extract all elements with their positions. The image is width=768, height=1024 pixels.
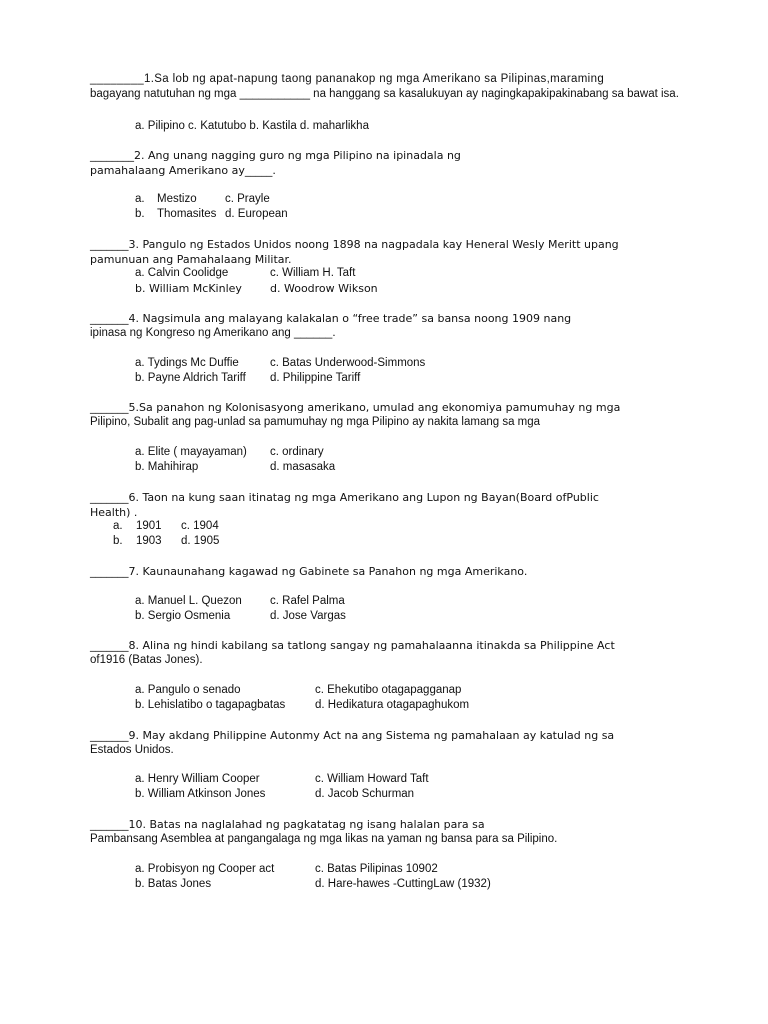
option-a: a. Pangulo o senado [135,684,241,696]
option-a: a. Henry William Cooper [135,773,260,785]
question-4-line-2: ipinasa ng Kongreso ng Amerikano ang ______. [90,327,336,339]
question-7 [90,564,690,579]
option-d: d. European [225,208,288,220]
option-b: b. Payne Aldrich Tariff [135,372,246,384]
option-b: b. Lehislatibo o tagapagbatas [135,699,286,711]
question-7-line-1: _______7. Kaunaunahang kagawad ng Gabinete sa Panahon ng mga Amerikano. [90,565,528,578]
option-a: a. Probisyon ng Cooper act [135,863,275,875]
option-b: b. Sergio Osmenia [135,610,231,622]
option-row [135,445,335,460]
question-4 [90,311,690,341]
option-row [135,460,335,475]
option-row [135,698,469,713]
option-row [113,534,219,549]
option-row [135,594,346,609]
question-1-options [135,119,369,134]
question-5 [90,400,690,430]
option-row [135,266,378,281]
question-9-line-2: Estados Unidos. [90,744,174,756]
question-9-options [135,772,429,802]
question-8-line-2: of1916 (Batas Jones). [90,654,203,666]
option-a: a. Elite ( mayayaman) [135,446,247,458]
question-2-line-2: pamahalaang Amerikano ay_____. [90,164,276,177]
option-row [135,772,429,787]
option-row [135,356,425,371]
option-c: c. Prayle [225,193,270,205]
option-d: d. Hedikatura otagapaghukom [315,699,470,711]
option-letter: a. [135,193,145,205]
option-b: b. William Atkinson Jones [135,788,266,800]
question-3-line-1: _______3. Pangulo ng Estados Unidos noong 1898 na nagpadala kay Heneral Wesly Meritt upang [90,238,619,251]
option-d: d. Jacob Schurman [315,788,415,800]
option-d: d. masasaka [270,461,336,473]
option-row [135,787,429,802]
question-10 [90,817,690,847]
option-b: b. William McKinley [135,282,242,295]
question-8-line-1: _______8. Alina ng hindi kabilang sa tatlong sangay ng pamahalaanna itinakda sa Philippine Act [90,639,615,652]
option-b: 1903 [136,535,162,547]
option-d: d. 1905 [181,535,220,547]
question-1-line-1: ________1.Sa lob ng apat-napung taong pananakop ng mga Amerikano sa Pilipinas,maraming [90,73,605,85]
option-row [135,683,469,698]
option-c: c. Batas Underwood-Simmons [270,357,426,369]
option-c: c. William H. Taft [270,267,356,279]
option-a: 1901 [136,520,162,532]
option-b: b. Batas Jones [135,878,212,890]
option-c: c. 1904 [181,520,219,532]
option-row [135,609,346,624]
question-1-line-2: bagayang natutuhan ng mga ___________ na hanggang sa kasalukuyan ay nagingkapakipakinabang sa bawat isa. [90,88,679,100]
question-8-options [135,683,469,713]
question-7-options [135,594,346,624]
option-a: a. Manuel L. Quezon [135,595,242,607]
option-d: d. Philippine Tariff [270,372,361,384]
question-1-options-line: a. Pilipino c. Katutubo b. Kastila d. maharlikha [135,120,369,132]
option-row [113,519,219,534]
option-letter: b. [135,208,145,220]
question-10-line-2: Pambansang Asemblea at pangangalaga ng mga likas na yaman ng bansa para sa Pilipino. [90,833,558,845]
question-9 [90,728,690,758]
option-row [135,281,378,296]
option-d: d. Jose Vargas [270,610,346,622]
option-row [135,371,425,386]
option-a: a. Calvin Coolidge [135,267,229,279]
question-1 [90,72,690,102]
option-c: c. Rafel Palma [270,595,345,607]
option-letter: a. [113,520,123,532]
question-2-options [135,192,288,222]
option-d: d. Hare-hawes -CuttingLaw (1932) [315,878,491,890]
option-a: a. Tydings Mc Duffie [135,357,239,369]
option-a: Mestizo [157,193,197,205]
option-c: c. William Howard Taft [315,773,429,785]
option-b: Thomasites [157,208,217,220]
option-c: c. Ehekutibo otagapagganap [315,684,462,696]
question-5-line-2: Pilipino, Subalit ang pag-unlad sa pamumuhay ng mga Pilipino ay nakita lamang sa mga [90,416,541,428]
question-4-options [135,356,425,386]
question-10-line-1: _______10. Batas na naglalahad ng pagkatatag ng isang halalan para sa [90,818,485,831]
question-3 [90,237,690,267]
question-5-options [135,445,335,475]
question-9-line-1: _______9. May akdang Philippine Autonmy Act na ang Sistema ng pamahalaan ay katulad ng sa [90,729,615,742]
option-row [135,877,491,892]
question-10-options [135,862,491,892]
question-2-line-1: ________2. Ang unang nagging guro ng mga Pilipino na ipinadala ng [90,149,461,162]
question-6-options [113,519,219,549]
option-c: c. ordinary [270,446,324,458]
option-b: b. Mahihirap [135,461,199,473]
question-6-line-1: _______6. Taon na kung saan itinatag ng mga Amerikano ang Lupon ng Bayan(Board ofPublic [90,491,599,504]
question-4-line-1: _______4. Nagsimula ang malayang kalakalan o “free trade” sa bansa noong 1909 nang [90,312,572,325]
question-3-options [135,266,378,296]
question-8 [90,638,690,668]
option-row [135,192,288,207]
option-letter: b. [113,535,123,547]
option-row [135,862,491,877]
question-5-line-1: _______5.Sa panahon ng Kolonisasyong amerikano, umulad ang ekonomiya pamumuhay ng mga [90,401,621,414]
question-3-line-2: pamunuan ang Pamahalaang Militar. [90,253,292,266]
option-c: c. Batas Pilipinas 10902 [315,863,438,875]
option-row [135,207,288,222]
question-6 [90,490,690,520]
question-2 [90,148,690,178]
question-6-line-2: Health) . [90,506,138,519]
option-d: d. Woodrow Wikson [270,282,378,295]
